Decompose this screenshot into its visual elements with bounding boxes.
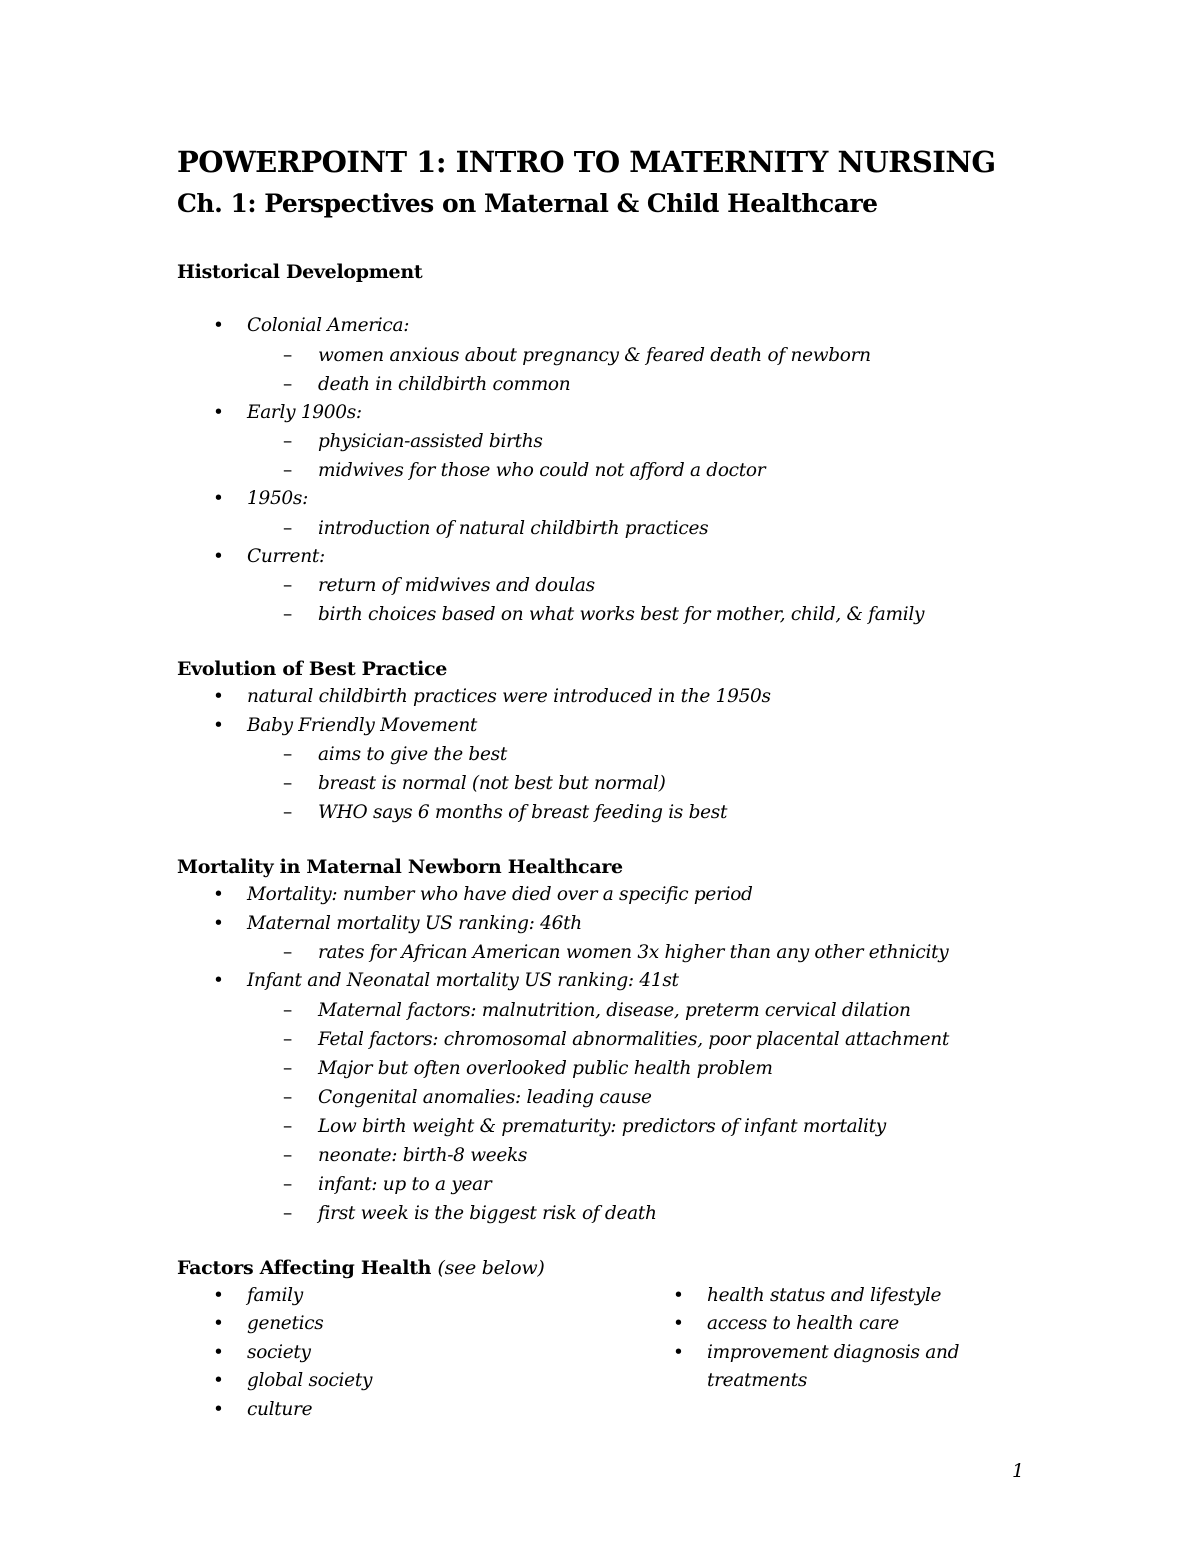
list-item-text: Early 1900s: (247, 401, 362, 423)
sub-list-item-text: women anxious about pregnancy & feared death of newborn (318, 344, 871, 366)
chapter-subtitle: Ch. 1: Perspectives on Maternal & Child Healthcare (177, 189, 878, 218)
factors-left-list (177, 1282, 637, 1425)
list-item (177, 485, 1077, 514)
section-heading: Mortality in Maternal Newborn Healthcare (177, 856, 623, 878)
list-item-text: Current: (247, 545, 325, 567)
dash-icon: – (283, 575, 292, 596)
dash-icon: – (283, 1144, 292, 1166)
list-item (177, 312, 1077, 341)
list-item (177, 1339, 637, 1368)
sub-list-item-text: Major but often overlooked public health problem (318, 1057, 773, 1079)
list-item (177, 967, 1077, 996)
sub-list-item-text: first week is the biggest risk of death (318, 1202, 657, 1224)
list-item (177, 683, 1077, 712)
dash-icon: – (283, 999, 292, 1021)
bullet-list (177, 683, 1077, 827)
sub-list-item-text: Fetal factors: chromosomal abnormalities, poor placental attachment (318, 1028, 950, 1050)
list-item-text: family (247, 1284, 303, 1306)
sub-list-item (177, 341, 1077, 370)
dash-icon: – (283, 802, 292, 823)
dash-icon: – (283, 1173, 292, 1195)
list-item (177, 543, 1077, 572)
list-item-text: genetics (247, 1313, 324, 1334)
sub-list-item (177, 1170, 1077, 1199)
bullet-icon: • (213, 714, 224, 736)
bullet-icon: • (213, 545, 224, 567)
bullet-icon: • (213, 884, 224, 905)
bullet-icon: • (673, 1284, 684, 1306)
sub-list-item-text: breast is normal (not best but normal) (318, 773, 666, 794)
list-item-text: Colonial America: (247, 315, 410, 336)
section-heading (177, 1254, 1077, 1282)
sub-list-item-text: birth choices based on what works best for mother, child, & family (318, 604, 925, 625)
dash-icon: – (283, 517, 292, 539)
list-item-text: Infant and Neonatal mortality US ranking: 41st (247, 970, 679, 991)
dash-icon: – (283, 1115, 292, 1137)
list-item-text: improvement diagnosis and treatments (707, 1341, 960, 1391)
dash-icon: – (283, 1202, 292, 1224)
bullet-icon: • (673, 1313, 684, 1334)
sub-list-item-text: WHO says 6 months of breast feeding is best (318, 802, 728, 823)
bullet-icon: • (213, 1341, 224, 1363)
section-historical-development (177, 258, 1077, 629)
section-evolution-best-practice (177, 655, 1077, 827)
list-item (177, 910, 1077, 939)
bullet-icon: • (673, 1341, 684, 1363)
dash-icon: – (283, 460, 292, 481)
sub-list-item (177, 600, 1077, 629)
sub-list-item (177, 996, 1077, 1025)
dash-icon: – (283, 773, 292, 794)
list-item (177, 1367, 637, 1396)
sub-list-item (177, 456, 1077, 485)
list-item (177, 1310, 637, 1339)
factors-columns (177, 1282, 1077, 1425)
bullet-icon: • (213, 1284, 224, 1306)
sub-list-item (177, 1112, 1077, 1141)
dash-icon: – (283, 744, 292, 765)
bullet-icon: • (213, 401, 224, 423)
bullet-icon: • (213, 1313, 224, 1334)
bullet-list (177, 881, 1077, 1228)
list-item (637, 1310, 967, 1339)
list-item-text: culture (247, 1398, 313, 1420)
list-item-text: global society (247, 1370, 373, 1391)
dash-icon: – (283, 604, 292, 625)
list-item (177, 881, 1077, 910)
list-item (177, 399, 1077, 428)
list-item-text: society (247, 1341, 311, 1363)
sub-list-item (177, 769, 1077, 798)
sub-list-item-text: Low birth weight & prematurity: predictors of infant mortality (318, 1115, 886, 1137)
bullet-icon: • (213, 315, 224, 336)
list-item-text: 1950s: (247, 488, 309, 509)
bullet-list (177, 312, 1077, 629)
list-item-text: Maternal mortality US ranking: 46th (247, 912, 582, 934)
sub-list-item (177, 1141, 1077, 1170)
bullet-icon: • (213, 1398, 224, 1420)
list-item (637, 1339, 967, 1396)
list-item-text: natural childbirth practices were introduced in the 1950s (247, 686, 771, 707)
page-title: POWERPOINT 1: INTRO TO MATERNITY NURSING (177, 145, 996, 179)
dash-icon: – (283, 1086, 292, 1108)
sub-list-item-text: introduction of natural childbirth practices (318, 517, 709, 539)
sub-list-item-text: rates for African American women 3x higher than any other ethnicity (318, 942, 949, 963)
sub-list-item (177, 571, 1077, 600)
dash-icon: – (283, 1028, 292, 1050)
sub-list-item (177, 1054, 1077, 1083)
sub-list-item (177, 1025, 1077, 1054)
sub-list-item-text: neonate: birth-8 weeks (318, 1144, 528, 1166)
list-item (637, 1282, 967, 1311)
bullet-icon: • (213, 488, 224, 509)
list-item-text: Baby Friendly Movement (247, 714, 478, 736)
section-factors-affecting-health (177, 1254, 1077, 1425)
bullet-icon: • (213, 912, 224, 934)
sub-list-item (177, 798, 1077, 827)
see-below-note: (see below) (437, 1256, 545, 1279)
bullet-icon: • (213, 1370, 224, 1391)
bullet-icon: • (213, 686, 224, 707)
section-heading: Historical Development (177, 261, 423, 283)
sub-list-item-text: midwives for those who could not afford a doctor (318, 460, 766, 481)
list-item-text: Mortality: number who have died over a specific period (247, 884, 753, 905)
section-heading: Evolution of Best Practice (177, 658, 448, 680)
list-item-text: health status and lifestyle (707, 1284, 942, 1306)
sub-list-item (177, 1083, 1077, 1112)
sub-list-item (177, 370, 1077, 399)
section-mortality (177, 853, 1077, 1228)
sub-list-item (177, 740, 1077, 769)
sub-list-item-text: death in childbirth common (318, 373, 571, 395)
document-content (177, 140, 1077, 1424)
dash-icon: – (283, 431, 292, 452)
sub-list-item-text: return of midwives and doulas (318, 575, 595, 596)
section-heading-text: Factors Affecting Health (177, 1256, 432, 1279)
list-item (177, 712, 1077, 741)
bullet-icon: • (213, 970, 224, 991)
sub-list-item-text: physician-assisted births (318, 431, 543, 452)
sub-list-item-text: Maternal factors: malnutrition, disease, preterm cervical dilation (318, 999, 911, 1021)
sub-list-item-text: Congenital anomalies: leading cause (318, 1086, 652, 1108)
sub-list-item-text: aims to give the best (318, 744, 507, 765)
dash-icon: – (283, 373, 292, 395)
sub-list-item-text: infant: up to a year (318, 1173, 492, 1195)
list-item (177, 1282, 637, 1311)
sub-list-item (177, 1199, 1077, 1228)
dash-icon: – (283, 344, 292, 366)
factors-right-list (637, 1282, 967, 1425)
page-number: 1 (1012, 1460, 1025, 1482)
sub-list-item (177, 514, 1077, 543)
list-item (177, 1396, 637, 1425)
list-item-text: access to health care (707, 1313, 899, 1334)
sub-list-item (177, 427, 1077, 456)
sub-list-item (177, 938, 1077, 967)
dash-icon: – (283, 942, 292, 963)
dash-icon: – (283, 1057, 292, 1079)
